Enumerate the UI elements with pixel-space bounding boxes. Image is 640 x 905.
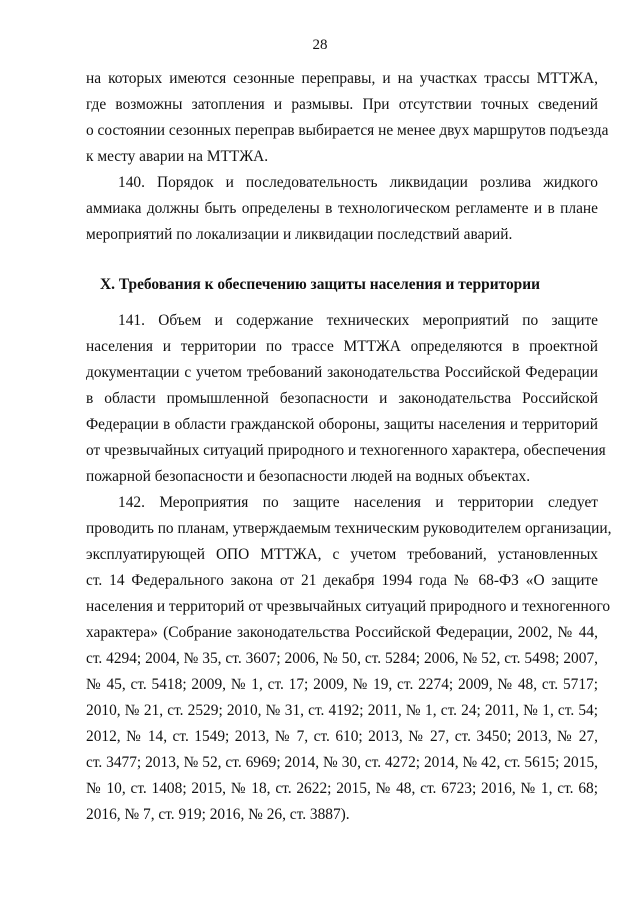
text-line: ст. 4294; 2004, № 35, ст. 3607; 2006, № 50, ст. 5284; 2006, № 52, ст. 5498; 2007, [86, 650, 598, 667]
text-line: Федерации в области гражданской обороны, защиты населения и территорий [86, 416, 598, 433]
section-heading: X. Требования к обеспечению защиты населения и территории [100, 276, 540, 293]
text-line: № 10, ст. 1408; 2015, № 18, ст. 2622; 2015, № 48, ст. 6723; 2016, № 1, ст. 68; [86, 780, 598, 797]
text-line: документации с учетом требований законодательства Российской Федерации [86, 364, 598, 381]
text-line: мероприятий по локализации и ликвидации последствий аварий. [86, 226, 513, 243]
text-line: на которых имеются сезонные переправы, и на участках трассы МТТЖА, [86, 70, 598, 87]
text-line: 2012, № 14, ст. 1549; 2013, № 7, ст. 610; 2013, № 27, ст. 3450; 2013, № 27, [86, 728, 598, 745]
paragraph-141-first-line: 141. Объем и содержание технических мероприятий по защите [118, 312, 598, 329]
text-line: ст. 14 Федерального закона от 21 декабря 1994 года № 68-ФЗ «О защите [86, 572, 598, 589]
text-line: в области промышленной безопасности и законодательства Российской [86, 390, 598, 407]
text-line: 2010, № 21, ст. 2529; 2010, № 31, ст. 4192; 2011, № 1, ст. 24; 2011, № 1, ст. 54; [86, 702, 598, 719]
text-line: пожарной безопасности и безопасности людей на водных объектах. [86, 468, 531, 485]
text-line: от чрезвычайных ситуаций природного и техногенного характера, обеспечения [86, 442, 606, 459]
text-line: где возможны затопления и размывы. При отсутствии точных сведений [86, 96, 598, 113]
text-line: к месту аварии на МТТЖА. [86, 148, 269, 165]
text-line: № 45, ст. 5418; 2009, № 1, ст. 17; 2009, № 19, ст. 2274; 2009, № 48, ст. 5717; [86, 676, 598, 693]
text-line: о состоянии сезонных переправ выбирается не менее двух маршрутов подъезда [86, 122, 609, 139]
text-line: характера» (Собрание законодательства Российской Федерации, 2002, № 44, [86, 624, 598, 641]
text-line: проводить по планам, утверждаемым техническим руководителем организации, [86, 520, 612, 537]
text-line: аммиака должны быть определены в технологическом регламенте и в плане [86, 200, 598, 217]
paragraph-142-first-line: 142. Мероприятия по защите населения и территории следует [118, 494, 598, 511]
text-line: эксплуатирующей ОПО МТТЖА, с учетом требований, установленных [86, 546, 598, 563]
text-line: населения и территорий от чрезвычайных ситуаций природного и техногенного [86, 598, 611, 615]
text-line: ст. 3477; 2013, № 52, ст. 6969; 2014, № 30, ст. 4272; 2014, № 42, ст. 5615; 2015, [86, 754, 598, 771]
page-number: 28 [312, 37, 328, 53]
text-line: 2016, № 7, ст. 919; 2016, № 26, ст. 3887). [86, 806, 350, 823]
text-line: населения и территории по трассе МТТЖА определяются в проектной [86, 338, 598, 355]
paragraph-140-first-line: 140. Порядок и последовательность ликвидации розлива жидкого [118, 174, 598, 191]
